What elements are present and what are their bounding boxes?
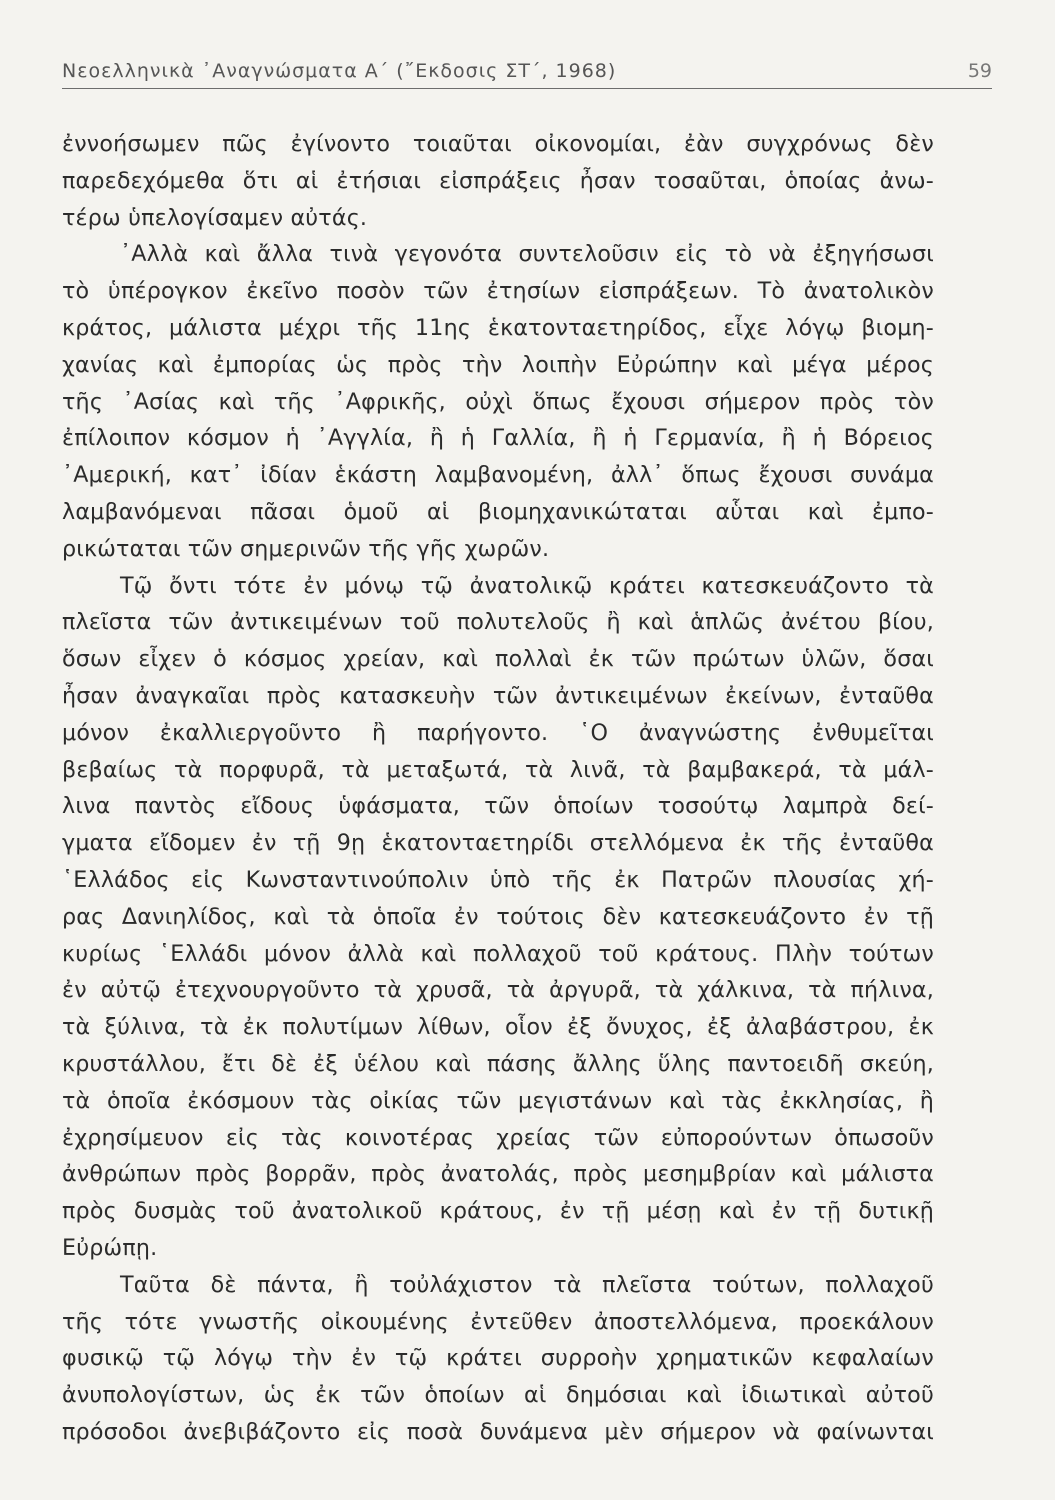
text-line: ρικώταται τῶν σημερινῶν τῆς γῆς χωρῶν. — [62, 535, 550, 562]
text-line: ρας Δανιηλίδος, καὶ τὰ ὁποῖα ἐν τούτοις δὲν κατεσκευάζοντο ἐν τῇ — [62, 903, 934, 930]
text-line: ἀνθρώπων πρὸς βορρᾶν, πρὸς ἀνατολάς, πρὸς μεσημβρίαν καὶ μάλιστα — [62, 1161, 934, 1188]
text-line: ᾿Αλλὰ καὶ ἄλλα τινὰ γεγονότα συντελοῦσιν εἰς τὸ νὰ ἐξηγήσωσι — [120, 241, 934, 268]
text-line: μόνον ἐκαλλιεργοῦντο ἢ παρήγοντο. ῾Ο ἀναγνώστης ἐνθυμεῖται — [62, 719, 934, 746]
text-line: πρὸς δυσμὰς τοῦ ἀνατολικοῦ κράτους, ἐν τῇ μέσῃ καὶ ἐν τῇ δυτικῇ — [62, 1198, 934, 1225]
text-line: τὸ ὑπέρογκον ἐκεῖνο ποσὸν τῶν ἐτησίων εἰσπράξεων. Τὸ ἀνατολικὸν — [62, 278, 934, 305]
page-number: 59 — [967, 60, 992, 82]
body-text — [62, 126, 934, 1451]
text-line: τῆς τότε γνωστῆς οἰκουμένης ἐντεῦθεν ἀποστελλόμενα, προεκάλουν — [62, 1308, 934, 1335]
text-line: γματα εἴδομεν ἐν τῇ 9ῃ ἑκατονταετηρίδι στελλόμενα ἐκ τῆς ἐνταῦθα — [62, 830, 934, 857]
text-line: τὰ ξύλινα, τὰ ἐκ πολυτίμων λίθων, οἷον ἐξ ὄνυχος, ἐξ ἀλαβάστρου, ἐκ — [62, 1014, 934, 1041]
text-line: φυσικῷ τῷ λόγῳ τὴν ἐν τῷ κράτει συρροὴν χρηματικῶν κεφαλαίων — [62, 1345, 934, 1372]
text-line: ἀνυπολογίστων, ὡς ἐκ τῶν ὁποίων αἱ δημόσιαι καὶ ἰδιωτικαὶ αὐτοῦ — [62, 1382, 934, 1409]
text-line: παρεδεχόμεθα ὅτι αἱ ἐτήσιαι εἰσπράξεις ἦσαν τοσαῦται, ὁποίας ἀνω- — [62, 167, 934, 194]
text-line: λινα παντὸς εἴδους ὑφάσματα, τῶν ὁποίων τοσούτῳ λαμπρὰ δεί- — [62, 793, 934, 820]
text-line: τὰ ὁποῖα ἐκόσμουν τὰς οἰκίας τῶν μεγιστάνων καὶ τὰς ἐκκλησίας, ἢ — [62, 1087, 934, 1114]
running-head-title: Νεοελληνικὰ ᾿Αναγνώσματα Α΄ (῎Εκδοσις ΣΤ΄, 1968) — [62, 60, 617, 82]
running-head — [62, 58, 992, 89]
text-line: ἦσαν ἀναγκαῖαι πρὸς κατασκευὴν τῶν ἀντικειμένων ἐκείνων, ἐνταῦθα — [62, 682, 934, 709]
text-line: ᾿Αμερική, κατ᾿ ἰδίαν ἑκάστη λαμβανομένη, ἀλλ᾿ ὅπως ἔχουσι συνάμα — [62, 462, 934, 489]
text-line: ἐχρησίμευον εἰς τὰς κοινοτέρας χρείας τῶν εὐπορούντων ὁπωσοῦν — [62, 1124, 934, 1151]
text-line: τέρω ὑπελογίσαμεν αὐτάς. — [62, 204, 368, 231]
text-line: Τῷ ὄντι τότε ἐν μόνῳ τῷ ἀνατολικῷ κράτει κατεσκευάζοντο τὰ — [120, 572, 934, 599]
text-line: κρυστάλλου, ἔτι δὲ ἐξ ὑέλου καὶ πάσης ἄλλης ὕλης παντοειδῆ σκεύη, — [62, 1050, 934, 1077]
text-line: ἐννοήσωμεν πῶς ἐγίνοντο τοιαῦται οἰκονομίαι, ἐὰν συγχρόνως δὲν — [62, 131, 934, 157]
text-line: Ταῦτα δὲ πάντα, ἢ τοὐλάχιστον τὰ πλεῖστα τούτων, πολλαχοῦ — [120, 1271, 934, 1298]
text-line: ἐν αὐτῷ ἐτεχνουργοῦντο τὰ χρυσᾶ, τὰ ἀργυρᾶ, τὰ χάλκινα, τὰ πήλινα, — [62, 977, 934, 1004]
text-line: τῆς ᾿Ασίας καὶ τῆς ᾿Αφρικῆς, οὐχὶ ὅπως ἔχουσι σήμερον πρὸς τὸν — [62, 388, 934, 415]
text-line: κυρίως ῾Ελλάδι μόνον ἀλλὰ καὶ πολλαχοῦ τοῦ κράτους. Πλὴν τούτων — [62, 940, 934, 967]
text-line: ἐπίλοιπον κόσμον ἡ ᾿Αγγλία, ἢ ἡ Γαλλία, ἢ ἡ Γερμανία, ἢ ἡ Βόρειος — [62, 425, 934, 452]
text-line: κράτος, μάλιστα μέχρι τῆς 11ης ἑκατονταετηρίδος, εἶχε λόγῳ βιομη- — [62, 314, 934, 341]
text-line: Εὐρώπῃ. — [62, 1234, 158, 1261]
text-line: πρόσοδοι ἀνεβιβάζοντο εἰς ποσὰ δυνάμενα μὲν σήμερον νὰ φαίνωνται — [62, 1418, 934, 1445]
text-line: βεβαίως τὰ πορφυρᾶ, τὰ μεταξωτά, τὰ λινᾶ, τὰ βαμβακερά, τὰ μάλ- — [62, 756, 934, 783]
text-line: λαμβανόμεναι πᾶσαι ὁμοῦ αἱ βιομηχανικώταται αὗται καὶ ἐμπο- — [62, 498, 934, 525]
text-line: χανίας καὶ ἐμπορίας ὡς πρὸς τὴν λοιπὴν Εὐρώπην καὶ μέγα μέρος — [62, 351, 934, 378]
text-line: πλεῖστα τῶν ἀντικειμένων τοῦ πολυτελοῦς ἢ καὶ ἁπλῶς ἀνέτου βίου, — [62, 609, 934, 636]
text-line: ῾Ελλάδος εἰς Κωνσταντινούπολιν ὑπὸ τῆς ἐκ Πατρῶν πλουσίας χή- — [62, 866, 934, 893]
text-line: ὅσων εἶχεν ὁ κόσμος χρείαν, καὶ πολλαὶ ἐκ τῶν πρώτων ὑλῶν, ὅσαι — [62, 646, 934, 673]
